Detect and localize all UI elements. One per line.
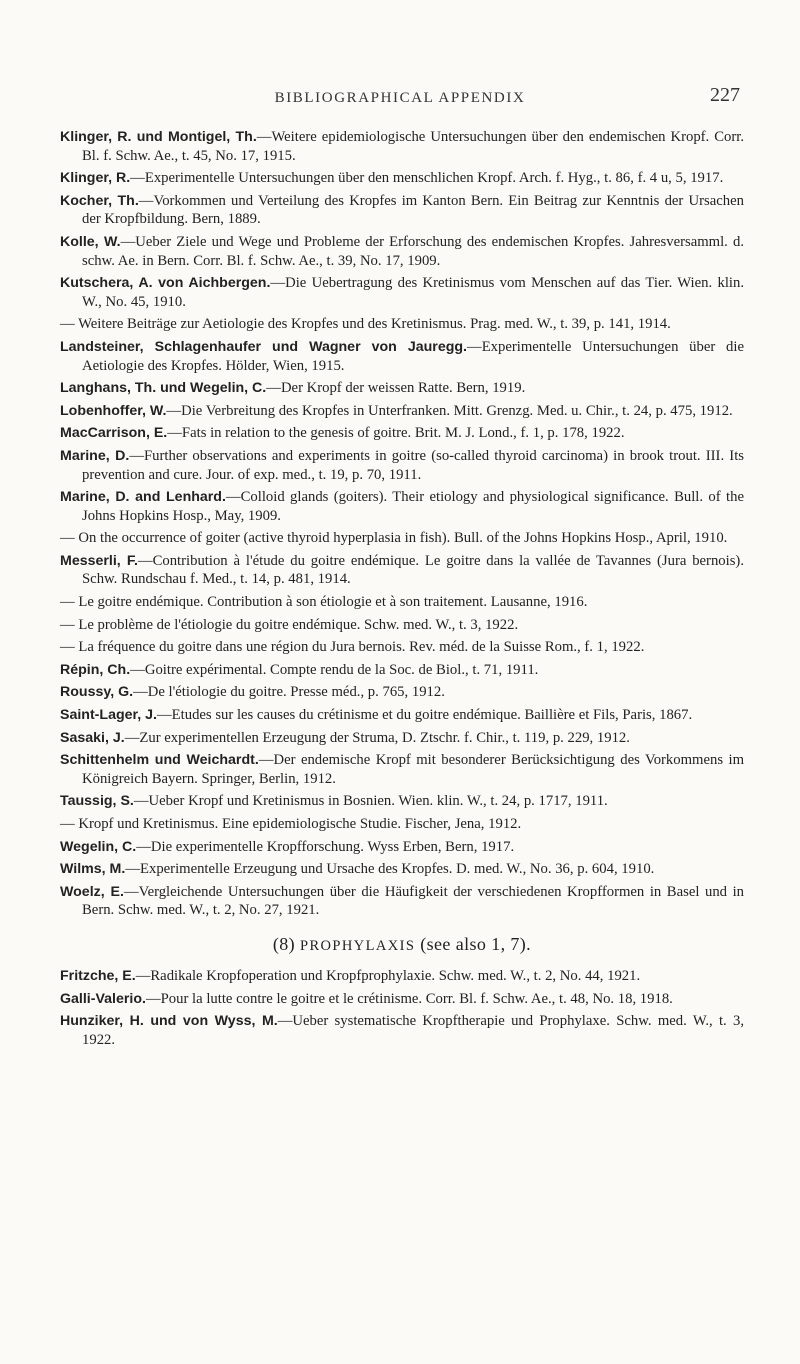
- bibliography-entry: [60, 128, 744, 165]
- bibliography-entry: [60, 424, 744, 443]
- entry-author: Schittenhelm und Weichardt.: [60, 752, 259, 769]
- entry-text: —Die experimentelle Kropfforschung. Wyss Erben, Bern, 1917.: [136, 838, 515, 855]
- entry-author: Kolle, W.: [60, 233, 121, 250]
- entry-author: Wilms, M.: [60, 861, 126, 878]
- bibliography-list: [60, 128, 744, 1053]
- entry-text: —De l'étiologie du goitre. Presse méd., p. 765, 1912.: [133, 684, 445, 701]
- entry-author: Klinger, R.: [60, 170, 131, 187]
- bibliography-entry: [60, 379, 744, 398]
- bibliography-entry: [60, 860, 744, 879]
- entry-text: —Colloid glands (goiters). Their etiology and physiological significance. Bull. of the Johns Hopkins Hosp., May, 1909.: [82, 489, 744, 524]
- running-head: BIBLIOGRAPHICAL APPENDIX: [274, 90, 526, 106]
- entry-text: — Le goitre endémique. Contribution à son étiologie et à son traitement. Lausanne, 1916.: [60, 594, 588, 611]
- bibliography-entry: [60, 661, 744, 680]
- bibliography-entry: [60, 815, 744, 834]
- bibliography-part-2: [60, 967, 744, 1049]
- entry-author: Répin, Ch.: [60, 661, 131, 678]
- entry-author: Galli-Valerio.: [60, 990, 146, 1007]
- entry-text: —Die Verbreitung des Kropfes in Unterfranken. Mitt. Grenzg. Med. u. Chir., t. 24, p. 475, 1912.: [166, 402, 733, 419]
- entry-author: Wegelin, C.: [60, 838, 137, 855]
- entry-text: —Ueber systematische Kropftherapie und Prophylaxe. Schw. med. W., t. 3, 1922.: [82, 1013, 744, 1048]
- entry-text: —Weitere epidemiologische Untersuchungen über den endemischen Kropf. Corr. Bl. f. Schw. Ae., t. 45, No. 17, 1915.: [82, 129, 744, 164]
- entry-text: —Contribution à l'étude du goitre endémique. Le goitre dans la vallée de Tavannes (Jura bernois). Schw. Rundschau f. Med., t. 14, p. 481, 1914.: [82, 552, 744, 588]
- entry-author: Hunziker, H. und von Wyss, M.: [60, 1013, 278, 1030]
- bibliography-entry: [60, 638, 744, 657]
- bibliography-entry: [60, 683, 744, 702]
- bibliography-entry: [60, 338, 744, 375]
- bibliography-entry: [60, 488, 744, 525]
- entry-text: — Weitere Beiträge zur Aetiologie des Kropfes und des Kretinismus. Prag. med. W., t. 39, p. 141, 1914.: [60, 316, 671, 333]
- entry-text: —Radikale Kropfoperation und Kropfprophylaxie. Schw. med. W., t. 2, No. 44, 1921.: [135, 967, 641, 984]
- bibliography-entry: [60, 169, 744, 188]
- bibliography-entry: [60, 729, 744, 748]
- entry-author: Kutschera, A. von Aichbergen.: [60, 275, 271, 292]
- entry-text: —Der Kropf der weissen Ratte. Bern, 1919.: [266, 380, 526, 397]
- bibliography-entry: [60, 274, 744, 311]
- entry-text: — Le problème de l'étiologie du goitre endémique. Schw. med. W., t. 3, 1922.: [60, 616, 519, 633]
- section-heading: [60, 934, 744, 955]
- entry-author: Landsteiner, Schlagenhaufer und Wagner von Jauregg.: [60, 338, 467, 355]
- bibliography-entry: [60, 402, 744, 421]
- entry-author: Woelz, E.: [60, 883, 124, 900]
- entry-author: Kocher, Th.: [60, 192, 139, 209]
- entry-text: —Fats in relation to the genesis of goitre. Brit. M. J. Lond., f. 1, p. 178, 1922.: [167, 425, 625, 442]
- bibliography-entry: [60, 552, 744, 589]
- bibliography-entry: [60, 593, 744, 612]
- bibliography-entry: [60, 751, 744, 788]
- entry-author: Lobenhoffer, W.: [60, 402, 167, 419]
- entry-text: —Etudes sur les causes du crétinisme et du goitre endémique. Baillière et Fils, Paris, 1867.: [156, 707, 693, 724]
- entry-text: —Ueber Ziele und Wege und Probleme der Erforschung des endemischen Kropfes. Jahresversamml. d. schw. Ae. in Bern. Corr. Bl. f. Schw. Ae., t. 39, No. 17, 1909.: [82, 233, 744, 269]
- section-number: (8): [272, 933, 296, 954]
- bibliography-entry: [60, 990, 744, 1009]
- entry-text: — La fréquence du goitre dans une région du Jura bernois. Rev. méd. de la Suisse Rom., f. 1, 1922.: [60, 639, 645, 656]
- bibliography-entry: [60, 1012, 744, 1049]
- section-note: (see also 1, 7).: [420, 933, 532, 954]
- entry-author: Marine, D.: [60, 447, 130, 464]
- bibliography-entry: [60, 616, 744, 635]
- bibliography-entry: [60, 233, 744, 270]
- entry-text: —Pour la lutte contre le goitre et le crétinisme. Corr. Bl. f. Schw. Ae., t. 48, No. 18, 1918.: [145, 990, 673, 1007]
- bibliography-entry: [60, 529, 744, 548]
- entry-text: —Vergleichende Untersuchungen über die Häufigkeit der verschiedenen Kropfformen in Basel und in Bern. Schw. med. W., t. 2, No. 27, 1921.: [82, 883, 744, 919]
- bibliography-part-1: [60, 128, 744, 920]
- entry-text: —Ueber Kropf und Kretinismus in Bosnien. Wien. klin. W., t. 24, p. 1717, 1911.: [133, 793, 608, 810]
- bibliography-entry: [60, 792, 744, 811]
- entry-text: —Zur experimentellen Erzeugung der Struma, D. Ztschr. f. Chir., t. 119, p. 229, 1912.: [124, 729, 630, 746]
- entry-text: —Experimentelle Erzeugung und Ursache des Kropfes. D. med. W., No. 36, p. 604, 1910.: [125, 861, 655, 878]
- section-title: PROPHYLAXIS: [300, 937, 416, 954]
- entry-text: —Vorkommen und Verteilung des Kropfes im Kanton Bern. Ein Beitrag zur Kenntnis der Ursachen der Kropfbildung. Bern, 1889.: [82, 192, 744, 228]
- entry-text: —Further observations and experiments in goitre (so-called thyroid carcinoma) in brook trout. III. Its prevention and cure. Jour. of exp. med., t. 19, p. 70, 1911.: [82, 447, 744, 483]
- bibliography-entry: [60, 192, 744, 229]
- entry-author: Marine, D. and Lenhard.: [60, 489, 226, 506]
- entry-author: Klinger, R. und Montigel, Th.: [60, 129, 257, 145]
- bibliography-entry: [60, 883, 744, 920]
- entry-author: Taussig, S.: [60, 793, 134, 810]
- bibliography-entry: [60, 706, 744, 725]
- entry-text: — On the occurrence of goiter (active thyroid hyperplasia in fish). Bull. of the Johns Hopkins Hosp., April, 1910.: [60, 530, 728, 547]
- entry-text: —Der endemische Kropf mit besonderer Berücksichtigung des Vorkommens im Königreich Bayern. Springer, Berlin, 1912.: [82, 752, 744, 787]
- entry-author: Langhans, Th. und Wegelin, C.: [60, 380, 267, 397]
- bibliography-entry: [60, 967, 744, 986]
- entry-author: Saint-Lager, J.: [60, 707, 157, 724]
- entry-author: Fritzche, E.: [60, 967, 136, 984]
- bibliography-entry: [60, 838, 744, 857]
- entry-text: —Experimentelle Untersuchungen über die Aetiologie des Kropfes. Hölder, Wien, 1915.: [82, 338, 744, 374]
- entry-text: —Die Uebertragung des Kretinismus vom Menschen auf das Tier. Wien. klin. W., No. 45, 1910.: [82, 275, 744, 310]
- entry-text: —Goitre expérimental. Compte rendu de la Soc. de Biol., t. 71, 1911.: [130, 661, 539, 678]
- entry-author: Roussy, G.: [60, 684, 134, 701]
- entry-author: Messerli, F.: [60, 552, 138, 569]
- entry-author: MacCarrison, E.: [60, 425, 168, 442]
- page-number: 227: [710, 84, 740, 106]
- entry-text: — Kropf und Kretinismus. Eine epidemiologische Studie. Fischer, Jena, 1912.: [60, 816, 522, 832]
- entry-text: —Experimentelle Untersuchungen über den menschlichen Kropf. Arch. f. Hyg., t. 86, f. 4 u, 5, 1917.: [130, 170, 724, 187]
- entry-author: Sasaki, J.: [60, 729, 125, 746]
- bibliography-entry: [60, 447, 744, 484]
- bibliography-entry: [60, 315, 744, 334]
